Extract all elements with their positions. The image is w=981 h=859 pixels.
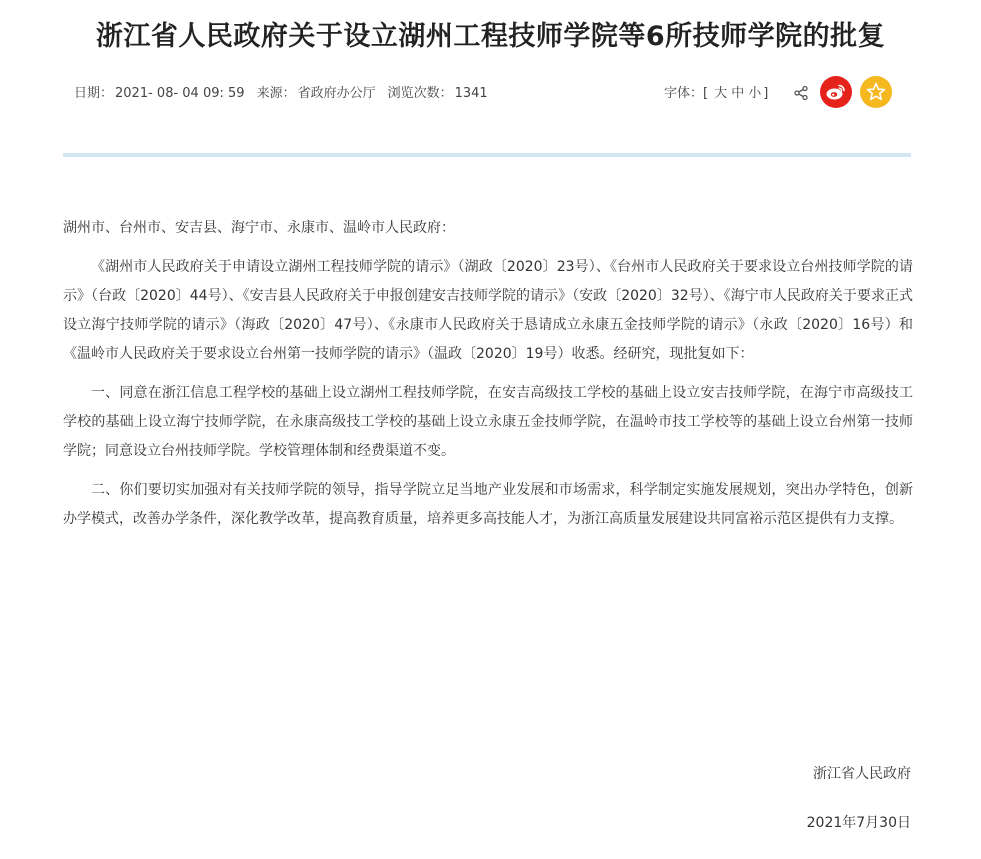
- font-size-medium-button[interactable]: 中: [731, 86, 745, 101]
- favorite-button[interactable]: [860, 76, 892, 108]
- font-size-close-bracket: ]: [763, 86, 769, 101]
- date-label: 日期：: [74, 86, 114, 101]
- salutation: 湖州市、台州市、安吉县、海宁市、永康市、温岭市人民政府：: [63, 220, 455, 236]
- font-size-large-button[interactable]: 大: [714, 86, 728, 101]
- font-size-open-bracket: [: [703, 86, 709, 101]
- source-label: 来源：: [256, 86, 296, 101]
- weibo-icon: [820, 76, 852, 108]
- sign-date: 2021年7月30日: [806, 815, 911, 831]
- star-icon: [860, 76, 892, 108]
- font-size-small-button[interactable]: 小: [748, 86, 762, 101]
- views-value: 1341: [454, 86, 488, 101]
- views-label: 浏览次数：: [387, 86, 453, 101]
- source-value: 省政府办公厅: [297, 86, 376, 101]
- paragraph-1: 《湖州市人民政府关于申请设立湖州工程技师学院的请示》（湖政〔2020〕23号）、《台州市人民政府关于要求设立台州技师学院的请示》（台政〔2020〕44号）、《安吉县人民政府关于申报创建安吉技师学院的请示》（安政〔2020〕32号）、《海宁市人民政府关于要求正式设立海宁技师学院的请示》（海政〔2020〕47号）、《永康市人民政府关于恳请成立永康五金技师学院的请示》（永政〔2020〕16号）和《温岭市人民政府关于要求设立台州第一技师学院的请示》（温政〔2020〕19号）收悉。经研究，现批复如下：: [63, 259, 913, 362]
- article-body: [63, 214, 913, 544]
- signature: 浙江省人民政府: [813, 766, 911, 782]
- share-icon[interactable]: [793, 85, 809, 101]
- article-meta: [74, 82, 490, 101]
- paragraph-2: 一、同意在浙江信息工程学校的基础上设立湖州工程技师学院，在安吉高级技工学校的基础上设立安吉技师学院，在海宁市高级技工学校的基础上设立海宁技师学院，在永康高级技工学校的基础上设立永康五金技师学院，在温岭市技工学校等的基础上设立台州第一技师学院；同意设立台州技师学院。学校管理体制和经费渠道不变。: [63, 385, 913, 459]
- header-divider: [63, 153, 911, 157]
- page-title: 浙江省人民政府关于设立湖州工程技师学院等6所技师学院的批复: [95, 21, 886, 52]
- weibo-share-button[interactable]: [820, 76, 852, 108]
- date-value: 2021- 08- 04 09: 59: [115, 86, 245, 101]
- font-size-controls: [664, 82, 768, 101]
- font-size-label: 字体：: [664, 86, 704, 101]
- paragraph-3: 二、你们要切实加强对有关技师学院的领导，指导学院立足当地产业发展和市场需求，科学制定实施发展规划，突出办学特色，创新办学模式，改善办学条件，深化教学改革，提高教育质量，培养更多高技能人才，为浙江高质量发展建设共同富裕示范区提供有力支撑。: [63, 482, 913, 527]
